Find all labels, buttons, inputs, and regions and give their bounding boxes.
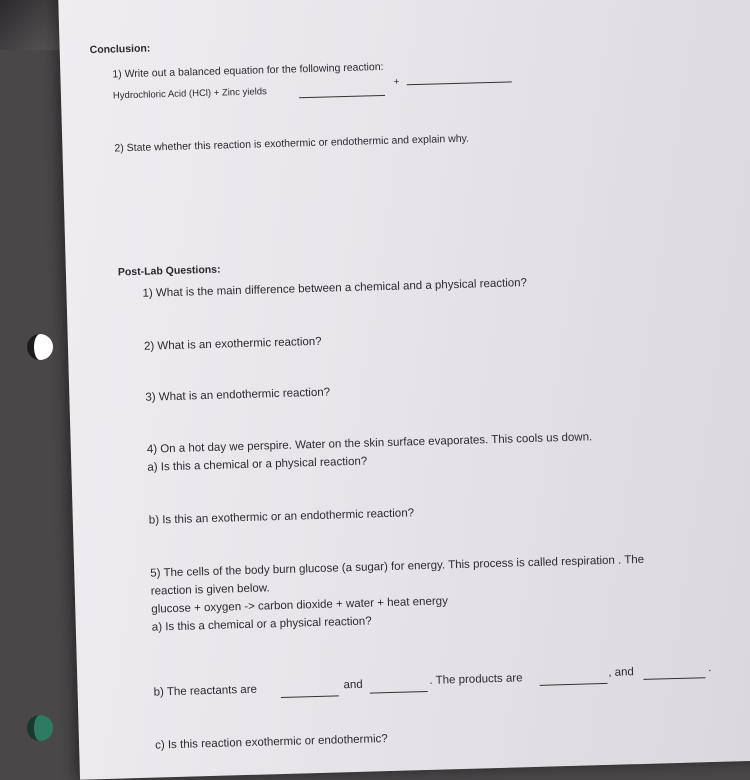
postlab-question-5b-and-1: and (343, 678, 363, 692)
background-surface (0, 0, 60, 50)
postlab-question-5a: a) Is this a chemical or a physical reaction? (151, 615, 372, 634)
product-blank-3 (540, 683, 608, 686)
conclusion-question-1: 1) Write out a balanced equation for the following reaction: (112, 60, 384, 81)
postlab-question-5b-start: b) The reactants are (153, 683, 258, 699)
binder-hole-bottom (27, 715, 53, 741)
reactant-blank-2 (370, 691, 428, 694)
postlab-question-4b: b) Is this an exothermic or an endothermic reaction? (148, 507, 415, 527)
postlab-question-5b-products: . The products are (429, 672, 523, 687)
conclusion-question-2: 2) State whether this reaction is exothermic or endothermic and explain why. (114, 132, 470, 155)
binder-hole (27, 334, 53, 360)
postlab-question-5c: c) Is this reaction exothermic or endothermic? (154, 733, 388, 752)
product-blank-4 (643, 677, 705, 680)
postlab-question-4: 4) On a hot day we perspire. Water on the skin surface evaporates. This cools us down. (146, 431, 593, 456)
product-blank-2 (407, 81, 512, 85)
postlab-heading: Post-Lab Questions: (117, 263, 221, 279)
reaction-left-side: Hydrochloric Acid (HCl) + Zinc yields (112, 86, 267, 102)
product-blank-1 (299, 95, 385, 98)
postlab-question-4a: a) Is this a chemical or a physical reaction? (147, 455, 368, 474)
postlab-question-5b-and-2: , and (608, 666, 635, 679)
worksheet-page (58, 0, 750, 780)
postlab-question-5b-end: . (708, 662, 712, 675)
reactant-blank-1 (281, 695, 339, 698)
respiration-equation: glucose + oxygen -> carbon dioxide + water + heat energy (151, 595, 449, 616)
postlab-question-2: 2) What is an exothermic reaction? (143, 335, 322, 353)
postlab-question-3: 3) What is an endothermic reaction? (145, 386, 331, 404)
plus-sign: + (393, 76, 400, 88)
postlab-question-5-line-2: reaction is given below. (150, 582, 270, 598)
postlab-question-5-line-1: 5) The cells of the body burn glucose (a sugar) for energy. This process is called respiration . The (150, 553, 645, 580)
postlab-question-1: 1) What is the main difference between a chemical and a physical reaction? (142, 277, 528, 300)
conclusion-heading: Conclusion: (89, 42, 151, 57)
